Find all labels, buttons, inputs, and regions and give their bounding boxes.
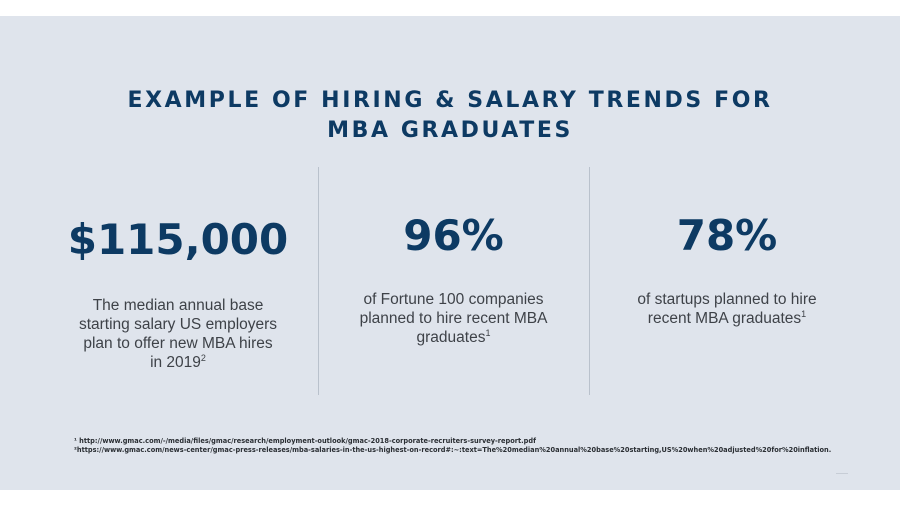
footnote-ref: 2 (200, 352, 206, 363)
footnotes (74, 437, 874, 455)
title-line-1: EXAMPLE OF HIRING & SALARY TRENDS FOR (127, 88, 773, 113)
footnote-ref: 1 (485, 327, 491, 338)
footnote-ref: 1 (801, 308, 807, 319)
title-line-2: MBA GRADUATES (327, 118, 573, 143)
stat-description: of startups planned to hire recent MBA graduates$^1$ (637, 291, 817, 327)
stat-startups (589, 208, 865, 328)
stat-description: of Fortune 100 companies planned to hire recent MBA graduates$^1$ (359, 291, 548, 346)
slide-title (0, 86, 900, 146)
footnote-2: ²https://www.gmac.com/news-center/gmac-press-releases/mba-salaries-in-the-us-highest-on-record#:~:text=The%20median%20annual%20base%20starting,US%20when%20adjusted%20for%20inflation. (74, 446, 832, 454)
stat-fortune-100 (318, 208, 589, 347)
corner-mark (836, 473, 848, 474)
stat-description: The median annual base starting salary US employers plan to offer new MBA hires in 2019$^2$ (78, 297, 278, 371)
stat-value: 78% (676, 211, 778, 260)
stat-median-salary (40, 212, 316, 372)
stat-value: $115,000 (67, 215, 289, 264)
footnote-1: ¹ http://www.gmac.com/-/media/files/gmac/research/employment-outlook/gmac-2018-corporate-recruiters-survey-report.pdf (74, 437, 536, 445)
stat-value: 96% (403, 211, 504, 260)
